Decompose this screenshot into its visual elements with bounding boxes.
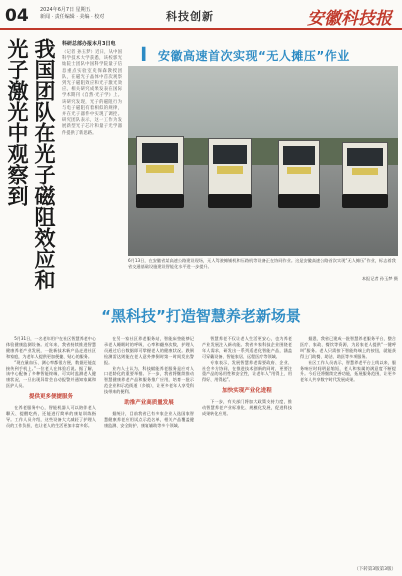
feature-vertical-title: 我国团队在光子磁阻效应和光子激光中观察到: [5, 38, 56, 290]
article-column-2: [104, 336, 194, 568]
page-number: 04: [5, 6, 29, 26]
editor-line: 新闻 · 责任编辑 · 美编 · 校对: [40, 14, 105, 20]
paragraph: 专家表示，发展智慧养老需要政府、企业、社会多方协同，在推进技术创新的同时，更要注重产品的易用性和安全性，让老年人“用得上、用得好、用得起”。: [202, 359, 292, 383]
paragraph: 业内人士认为，科技赋能养老服务是应对人口老龄化的重要举措。下一步，我省将继续推动智慧健康养老产品和服务推广应用，培育一批示范企业和示范街道（乡镇），让更多老年人享受科技带来的便利。: [104, 365, 194, 395]
paragraph: 据统计，目前我省已有多家企业入选国家智慧健康养老应用试点示范名单，相关产品覆盖健康监测、安全防护、康复辅助等多个领域。: [104, 410, 194, 428]
paragraph: 社区工作人员表示，智慧养老平台上线以来，服务响应时间明显缩短，老人和家属的满意度不断提升。今后还将继续完善功能，拓展服务范围，让更多老年人共享数字时代发展成果。: [300, 359, 396, 383]
subheading: 加快实现产业化进程: [222, 388, 272, 395]
roller-wheel-3: [278, 194, 320, 208]
feature-vertical-title-box: [3, 38, 61, 300]
article-column-3: [202, 336, 292, 568]
paragraph: 在另一家社区养老服务站，智能床垫能够记录老人睡眠时的呼吸、心率和翻身次数，护理人员通过后台数据即可掌握老人的健康状况。跌倒检测雷达则能在老人意外摔倒时第一时间发出警报。: [104, 336, 194, 365]
main-story-headline: “黑科技”打造智慧养老新场景: [101, 307, 301, 325]
feature-lead-subhead: 科研总部办报本月3日电: [62, 41, 116, 47]
photo-caption: 6月13日，在安徽省某高速公路建设现场，无人驾驶摊铺机和压路机等设备正在协同作业。这是安徽高速公路首次实现“无人摊压”作业，标志着我省交通基础设施建设智能化水平进一步提升。: [128, 258, 396, 269]
road-construction-photo: [128, 66, 398, 256]
road-roller-4: [342, 142, 388, 196]
subheading: 助推产业高质量发展: [124, 400, 174, 407]
section-title: 科技创新: [166, 10, 214, 23]
feature-lead-text: （记者 孙玉梦）近日，从中国科学技术大学获悉，该校郭光灿院士团队中国科学院量子信息重点实验室史保森教授团队，在磁光子晶体中首次观察到光子磁阻效应和光子激光效应。相关研究成果发表在国际学术期刊《自然·光子学》上。该研究发现，光子的磁阻行为与电子磁阻有着相似的规律，并在光子器件中实现了调控。研究团队表示，这一工作为发展新型光子芯片和量子光学器件提供了新思路。: [62, 50, 122, 136]
newspaper-masthead: 安徽科技报: [307, 9, 392, 29]
top-story-headline: 安徽高速首次实现“无人摊压”作业: [158, 49, 350, 63]
main-story-headline-wrap: [0, 305, 402, 335]
paragraph: “现在量血压、测心率都很方便，数据还能直接传到手机上。”一位老人在体验后说。据了解，该中心配备了多种智能终端，可实时监测老人健康状况，一旦出现异常会自动报警并通知家属和医护人员。: [6, 359, 96, 389]
photo-credit: 本报记者 孙玉梦 摄: [361, 276, 398, 281]
paragraph: 据悉，我省已建成一批智慧养老服务平台，整合医疗、家政、餐饮等资源，为居家老人提供“一键呼叫”服务。老人只需按下智能终端上的按钮，就能获得上门助餐、助洁、助医等多项服务。: [300, 336, 396, 359]
road-roller-1: [136, 136, 184, 196]
paragraph: 智慧养老不仅让老人生活更安心，也为养老产业发展注入新动能。我省多家科技企业围绕老年人需求，研发出一系列适老化智能产品，涵盖可穿戴设备、智能家居、远程医疗等领域。: [202, 336, 292, 359]
issue-date: [40, 7, 104, 21]
paragraph: 在养老服务中心，智能机器人可以陪伴老人聊天、提醒吃药，还能进行简单的康复训练指导。工作人员介绍，这些设备大大减轻了护理人员的工作负担，也让老人的生活更加丰富多彩。: [6, 405, 96, 428]
subheading: 提供更多便捷服务: [28, 394, 73, 401]
article-column-4: [300, 336, 396, 562]
roller-wheel-2: [208, 194, 252, 208]
article-column-1: [6, 336, 96, 568]
headline-bullet-icon: ▍: [142, 47, 152, 61]
roller-wheel-1: [136, 194, 184, 208]
continued-note: （下转第3版第3版）: [354, 567, 396, 572]
paragraph: 下一步，有关部门将加大政策支持力度，推动智慧养老产业标准化、规模化发展，促进科技成果转化应用。: [202, 399, 292, 416]
page-header: [0, 0, 402, 30]
feature-lead: [62, 40, 122, 137]
date-line: 2024年6月7日 星期五: [40, 7, 91, 13]
roller-wheel-4: [342, 194, 388, 208]
paragraph: 5月31日，一名老年用户在社区智慧养老中心体验健康监测设备。近年来，我省持续推进智慧健康养老产业发展，一批新技术新产品走进社区和家庭，为老年人提供更加便捷、贴心的服务。: [6, 336, 96, 359]
road-roller-3: [278, 140, 320, 196]
road-roller-2: [208, 138, 252, 196]
